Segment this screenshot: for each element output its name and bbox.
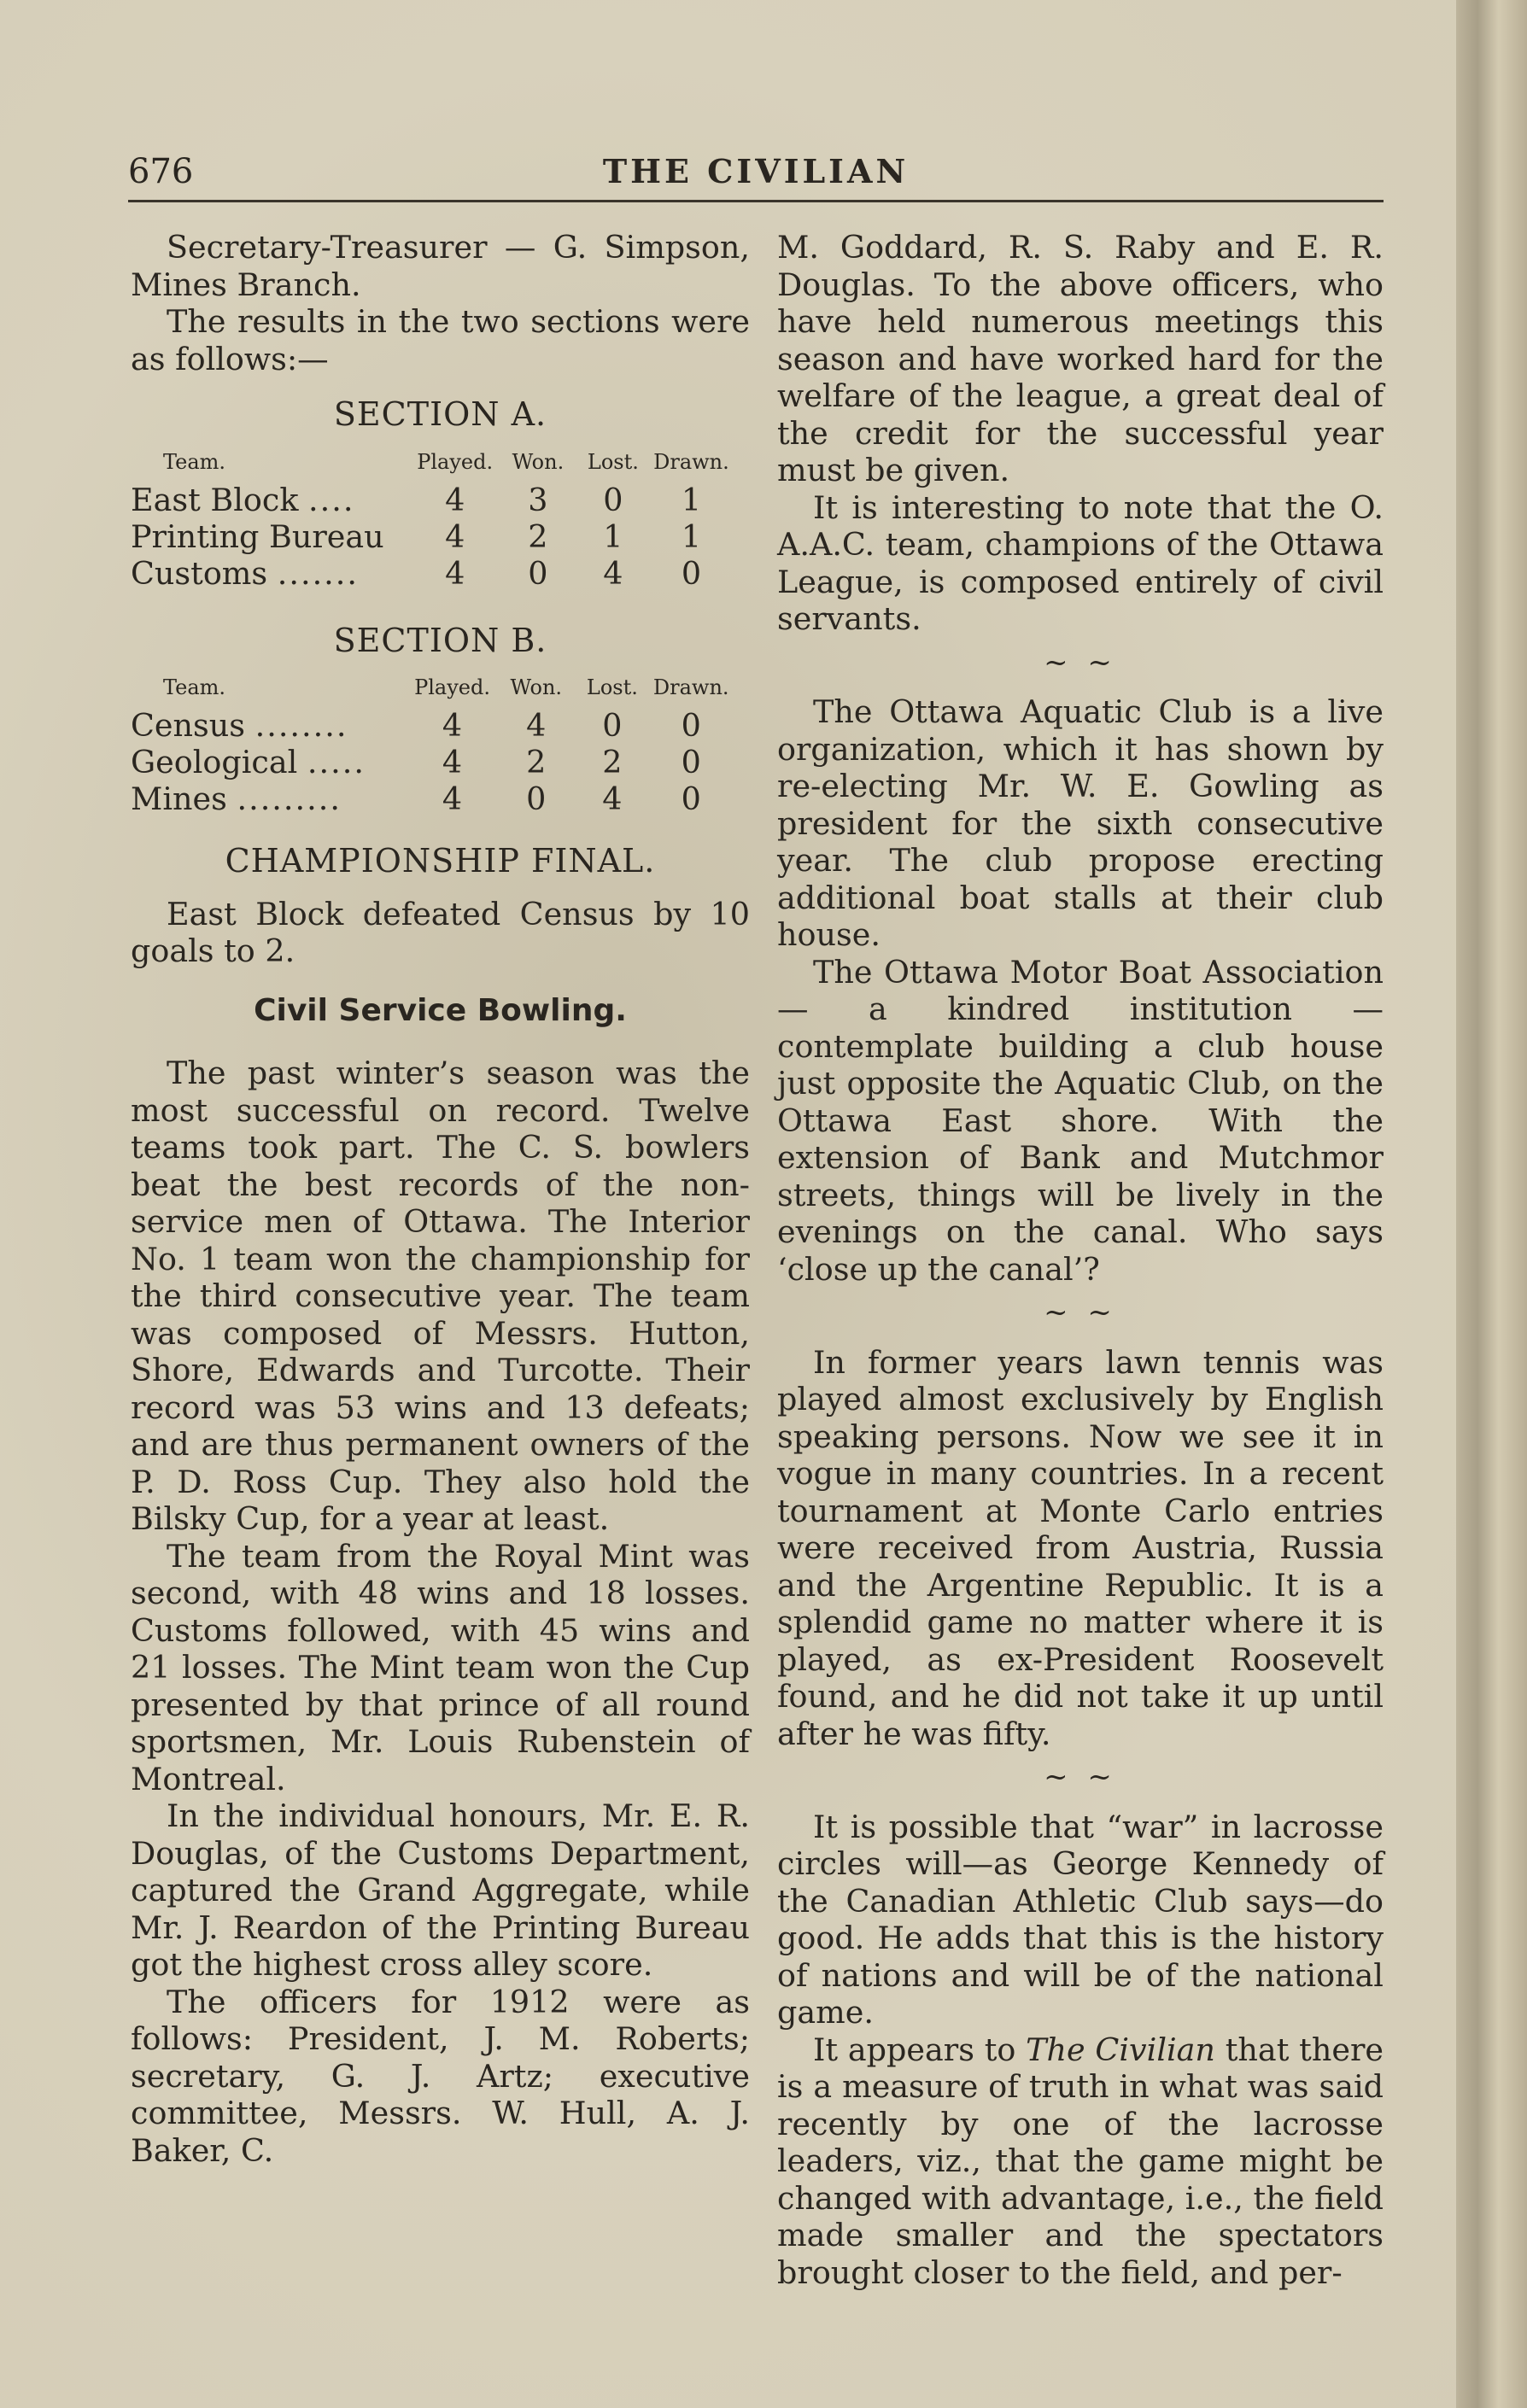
table-cell: 4 <box>603 554 623 592</box>
paragraph: The officers for 1912 were as follows: President, J. M. Roberts; secretary, G. J. Artz; executive committee, Messrs. W. Hull, A. J. Baker, C. <box>131 1983 750 2169</box>
column-header: Played. <box>414 675 490 699</box>
column-header: Drawn. <box>652 675 729 699</box>
right-column <box>777 229 1384 2291</box>
paragraph: In the individual honours, Mr. E. R. Douglas, of the Customs Department, captured the Grand Aggregate, while Mr. J. Reardon of the Printing Bureau got the highest cross alley score. <box>131 1797 750 1983</box>
table-cell: 3 <box>528 481 548 518</box>
table-cell: 4 <box>445 517 465 555</box>
column-header: Won. <box>512 449 565 474</box>
table-cell: 2 <box>602 744 623 780</box>
table-cell: Printing Bureau <box>131 517 384 555</box>
table-cell: 0 <box>603 481 623 518</box>
ornament-divider: ~ ~ <box>1044 1760 1117 1794</box>
table-cell: 4 <box>445 554 465 592</box>
table-cell: 0 <box>681 744 701 780</box>
column-header: Played. <box>417 449 494 474</box>
table-cell: Geological ..... <box>131 744 366 780</box>
section-b-table <box>131 675 733 817</box>
table-cell: Census ........ <box>131 707 348 744</box>
book-spine <box>1456 0 1527 2408</box>
table-row <box>131 780 733 817</box>
table-cell: 1 <box>681 481 702 518</box>
table-cell: 2 <box>528 517 548 555</box>
paragraph: M. Goddard, R. S. Raby and E. R. Douglas. To the above officers, who have held numerous meetings this season and have worked hard for the welfare of the league, a great deal of the credit for the successful year must be given. <box>777 229 1384 488</box>
paragraph: The results in the two sections were as follows:— <box>131 303 750 377</box>
column-header: Team. <box>163 675 226 699</box>
table-header-row <box>131 449 733 482</box>
column-header: Drawn. <box>653 449 729 474</box>
table-cell: 1 <box>681 517 702 555</box>
publication-title: The Civilian <box>1026 2031 1215 2068</box>
paragraph: The team from the Royal Mint was second, with 48 wins and 18 losses. Customs followed, with 45 wins and 21 losses. The Mint team won the Cup presented by that prince of all round sportsmen, Mr. Louis Rubenstein of Montreal. <box>131 1537 750 1797</box>
column-header: Team. <box>163 449 226 474</box>
ornament-divider: ~ ~ <box>1044 645 1117 680</box>
paragraph: It is possible that “war” in lacrosse circles will—as George Kennedy of the Canadian Athletic Club says—do good. He adds that this is the history of nations and will be of the national game. <box>777 1808 1384 2031</box>
table-cell: 4 <box>442 780 463 817</box>
paragraph: The past winter’s season was the most successful on record. Twelve teams took part. The C. S. bowlers beat the best records of the non-service men of Ottawa. The Interior No. 1 team won the championship for the third consecutive year. The team was composed of Messrs. Hutton, Shore, Edwards and Turcotte. Their record was 53 wins and 13 defeats; and are thus permanent owners of the P. D. Ross Cup. They also hold the Bilsky Cup, for a year at least. <box>131 1055 750 1537</box>
header-rule <box>128 200 1384 202</box>
section-a-heading: SECTION A. <box>333 395 547 433</box>
paragraph: Secretary-Treasurer — G. Simpson, Mines Branch. <box>131 229 750 303</box>
table-cell: Mines ......... <box>131 780 342 817</box>
table-row <box>131 555 733 592</box>
paragraph: East Block defeated Census by 10 goals to 2. <box>131 895 750 969</box>
page-header <box>128 152 1384 195</box>
table-row <box>131 744 733 780</box>
paragraph: It is interesting to note that the O. A.A.C. team, champions of the Ottawa League, is composed entirely of civil servants. <box>777 488 1384 637</box>
table-cell: 4 <box>442 744 463 780</box>
section-b-heading: SECTION B. <box>333 621 547 659</box>
table-cell: 2 <box>526 744 547 780</box>
table-row <box>131 518 733 555</box>
bowling-heading: Civil Service Bowling. <box>254 992 627 1028</box>
table-cell: East Block .... <box>131 481 355 518</box>
table-cell: 0 <box>681 780 701 817</box>
page-number: 676 <box>128 152 194 191</box>
table-cell: 0 <box>681 554 702 592</box>
ornament-divider: ~ ~ <box>1044 1295 1117 1330</box>
paragraph: It appears to The Civilian that there is a measure of truth in what was said recently by one of the lacrosse leaders, viz., that the game might be changed with advantage, i.e., the field made smaller and the spectators brought closer to the field, and per- <box>777 2031 1384 2291</box>
table-cell: 0 <box>681 707 701 744</box>
table-cell: 4 <box>445 481 465 518</box>
table-cell: 1 <box>603 517 623 555</box>
running-title: THE CIVILIAN <box>602 152 910 190</box>
table-cell: 4 <box>526 707 547 744</box>
left-column <box>131 229 750 2169</box>
section-a-table <box>131 449 733 592</box>
table-cell: 0 <box>528 554 548 592</box>
table-cell: 4 <box>602 780 623 817</box>
table-cell: Customs ....... <box>131 554 359 592</box>
column-header: Lost. <box>587 449 639 474</box>
table-row <box>131 482 733 518</box>
table-cell: 0 <box>526 780 547 817</box>
table-cell: 0 <box>602 707 623 744</box>
table-cell: 4 <box>442 707 463 744</box>
paragraph: In former years lawn tennis was played almost exclusively by English speaking persons. Now we see it in vogue in many countries. In a recent tournament at Monte Carlo entries were received from Austria, Russia and the Argentine Republic. It is a splendid game no matter where it is played, as ex-President Roosevelt found, and he did not take it up until after he was fifty. <box>777 1343 1384 1752</box>
paragraph: The Ottawa Motor Boat Association — a kindred institution — contemplate building a club house just opposite the Aquatic Club, on the Ottawa East shore. With the extension of Bank and Mutchmor streets, things will be lively in the evenings on the canal. Who says ‘close up the canal’? <box>777 953 1384 1288</box>
table-row <box>131 707 733 744</box>
column-header: Lost. <box>586 675 638 699</box>
table-header-row <box>131 675 733 707</box>
column-header: Won. <box>510 675 563 699</box>
paragraph: The Ottawa Aquatic Club is a live organization, which it has shown by re-electing Mr. W. E. Gowling as president for the sixth consecutive year. The club propose erecting additional boat stalls at their club house. <box>777 693 1384 953</box>
championship-heading: CHAMPIONSHIP FINAL. <box>225 842 656 880</box>
